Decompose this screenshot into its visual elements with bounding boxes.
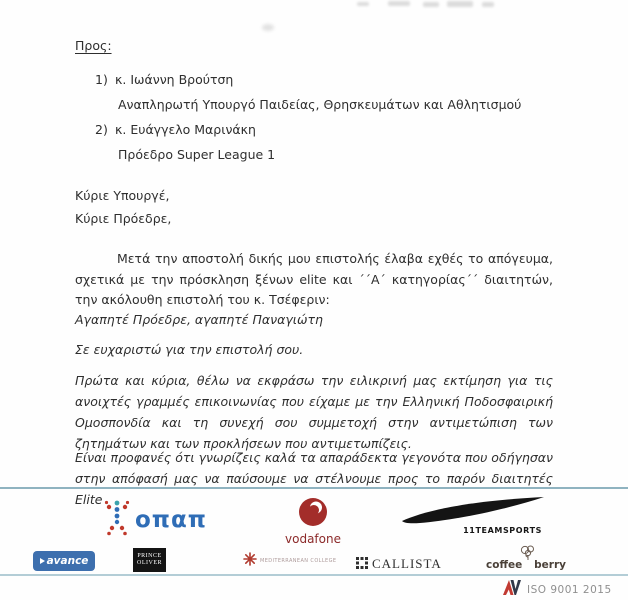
to-label: Προς: [75,38,112,53]
prince-oliver-line2: OLIVER [137,560,162,566]
quoted-thanks-line: Σε ευχαριστώ για την επιστολή σου. [75,342,304,357]
avance-logo [33,551,95,571]
quoted-greeting: Αγαπητέ Πρόεδρε, αγαπητέ Παναγιώτη [75,312,323,327]
prince-oliver-line1: PRINCE [137,553,162,559]
recipient-1-title: Αναπληρωτή Υπουργό Παιδείας, Θρησκευμάτων και Αθλητισμού [118,97,522,112]
avance-wordmark: avance [46,555,89,567]
mediterranean-wordmark: MEDITERRANEAN COLLEGE [260,557,337,564]
vodafone-wordmark: vodafone [285,532,341,546]
certification-av-icon [503,580,521,599]
recipient-2 [95,122,256,137]
recipient-2-title: Πρόεδρο Super League 1 [118,147,276,162]
mediterranean-college-logo [243,551,336,570]
quoted-paragraph-1: Πρώτα και κύρια, θέλω να εκφράσω την ειλικρινή μας εκτίμηση για τις ανοιχτές γραμμές επικοινωνίας που είχαμε με την Ελληνική Ποδοσφαιρική Ομοσπονδία και τη συνεχή σου συμμετοχή στην αντιμετώπιση των ζητημάτων και των προκλήσεων που αντιμετωπίζεις. [75,373,553,451]
intro-paragraph: Μετά την αποστολή δικής μου επιστολής έλαβα εχθές το απόγευμα, σχετικά με την πρόσκληση ξένων elite και ΄΄Α΄ κατηγορίας΄΄ διαιτητών, την ακόλουθη επιστολή του κ. Τσέφεριν: [75,251,553,307]
berry-word: berry [534,559,566,571]
recipient-1 [95,72,233,87]
opap-wordmark: οπαπ [135,507,207,533]
vodafone-speechmark-icon [298,512,328,531]
callista-logo [356,554,442,573]
salutation-minister: Κύριε Υπουργέ, [75,188,170,203]
nike-11teamsports-logo [396,496,548,535]
scan-artifact [482,2,494,7]
scan-artifact [262,24,274,31]
footer-divider-top [0,487,628,489]
scan-artifact [423,2,439,7]
prince-oliver-logo [133,548,166,572]
avance-arrow-icon [40,558,45,564]
iso-certification-badge [503,580,612,599]
vodafone-logo [278,497,348,546]
recipient-1-number: 1) [95,72,108,87]
opap-logo [103,499,207,541]
opap-figure-icon [103,499,131,541]
recipient-1-name: κ. Ιωάννη Βρούτση [115,72,234,87]
coffee-word: coffee [486,559,523,571]
teamsports-wordmark: 11TEAMSPORTS [463,526,542,535]
scan-artifact [447,1,473,7]
recipient-2-number: 2) [95,122,108,137]
callista-monogram-icon [356,554,368,573]
callista-wordmark: CALLISTA [372,555,442,571]
quoted-paragraph-2: Είναι προφανές ότι γνωρίζεις καλά τα απαράδεκτα γεγονότα που οδήγησαν στην απόφασή μας να παύσουμε να στέλνουμε προς το παρόν διαιτητές Elite [75,450,553,507]
scan-artifact [357,2,369,6]
iso-label: ISO 9001 2015 [527,583,612,596]
salutation-president: Κύριε Πρόεδρε, [75,211,172,226]
coffee-berry-logo [486,545,566,575]
compass-star-icon [243,551,257,570]
recipient-2-name: κ. Ευάγγελο Μαρινάκη [115,122,256,137]
scan-artifact [388,1,410,6]
